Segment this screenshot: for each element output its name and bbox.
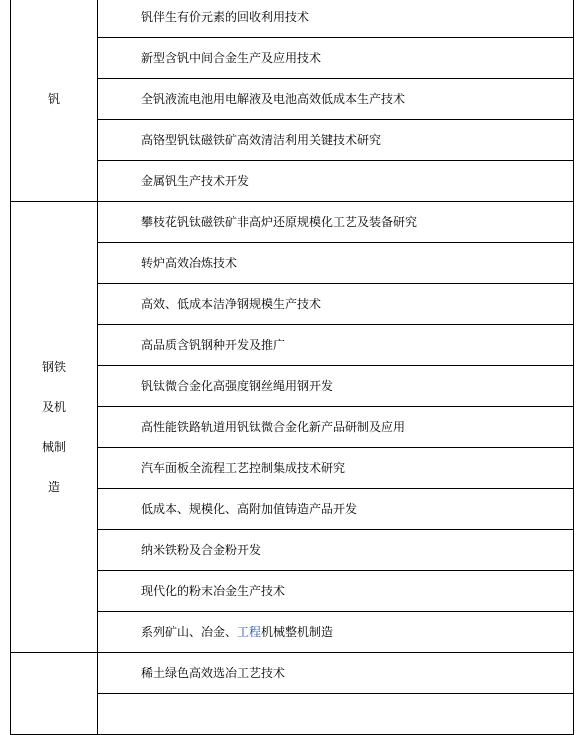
technology-item: 转炉高效冶炼技术 bbox=[98, 243, 574, 284]
technology-item: 全钒液流电池用电解液及电池高效低成本生产技术 bbox=[98, 79, 574, 120]
category-label: 钒 bbox=[47, 92, 60, 106]
technology-table bbox=[10, 0, 574, 735]
item-text: 系列矿山、冶金、 bbox=[141, 625, 238, 639]
technology-item: 现代化的粉末冶金生产技术 bbox=[98, 571, 574, 612]
technology-item: 新型含钒中间合金生产及应用技术 bbox=[98, 38, 574, 79]
technology-item: 高性能铁路轨道用钒钛微合金化新产品研制及应用 bbox=[98, 407, 574, 448]
technology-item: 钒伴生有价元素的回收利用技术 bbox=[98, 0, 574, 38]
technology-item: 稀土绿色高效选冶工艺技术 bbox=[98, 653, 574, 694]
category-cell bbox=[11, 0, 98, 202]
technology-item: 高效、低成本洁净钢规模生产技术 bbox=[98, 284, 574, 325]
technology-item bbox=[98, 612, 574, 653]
engineering-link[interactable]: 工程 bbox=[237, 625, 262, 639]
technology-item: 高品质含钒钢种开发及推广 bbox=[98, 325, 574, 366]
table-row bbox=[11, 202, 574, 243]
technology-item: 钒钛微合金化高强度钢丝绳用钢开发 bbox=[98, 366, 574, 407]
technology-item: 攀枝花钒钛磁铁矿非高炉还原规模化工艺及装备研究 bbox=[98, 202, 574, 243]
category-label: 钢铁及机械制造 bbox=[41, 360, 66, 494]
technology-item: 金属钒生产技术开发 bbox=[98, 161, 574, 202]
technology-item: 纳米铁粉及合金粉开发 bbox=[98, 530, 574, 571]
table-row bbox=[11, 653, 574, 694]
technology-item: 高铬型钒钛磁铁矿高效清洁利用关键技术研究 bbox=[98, 120, 574, 161]
technology-item bbox=[98, 694, 574, 735]
item-text: 机械整机制造 bbox=[261, 625, 334, 639]
category-cell bbox=[11, 653, 98, 735]
technology-item: 低成本、规模化、高附加值铸造产品开发 bbox=[98, 489, 574, 530]
technology-item: 汽车面板全流程工艺控制集成技术研究 bbox=[98, 448, 574, 489]
category-cell bbox=[11, 202, 98, 653]
table-row bbox=[11, 0, 574, 38]
